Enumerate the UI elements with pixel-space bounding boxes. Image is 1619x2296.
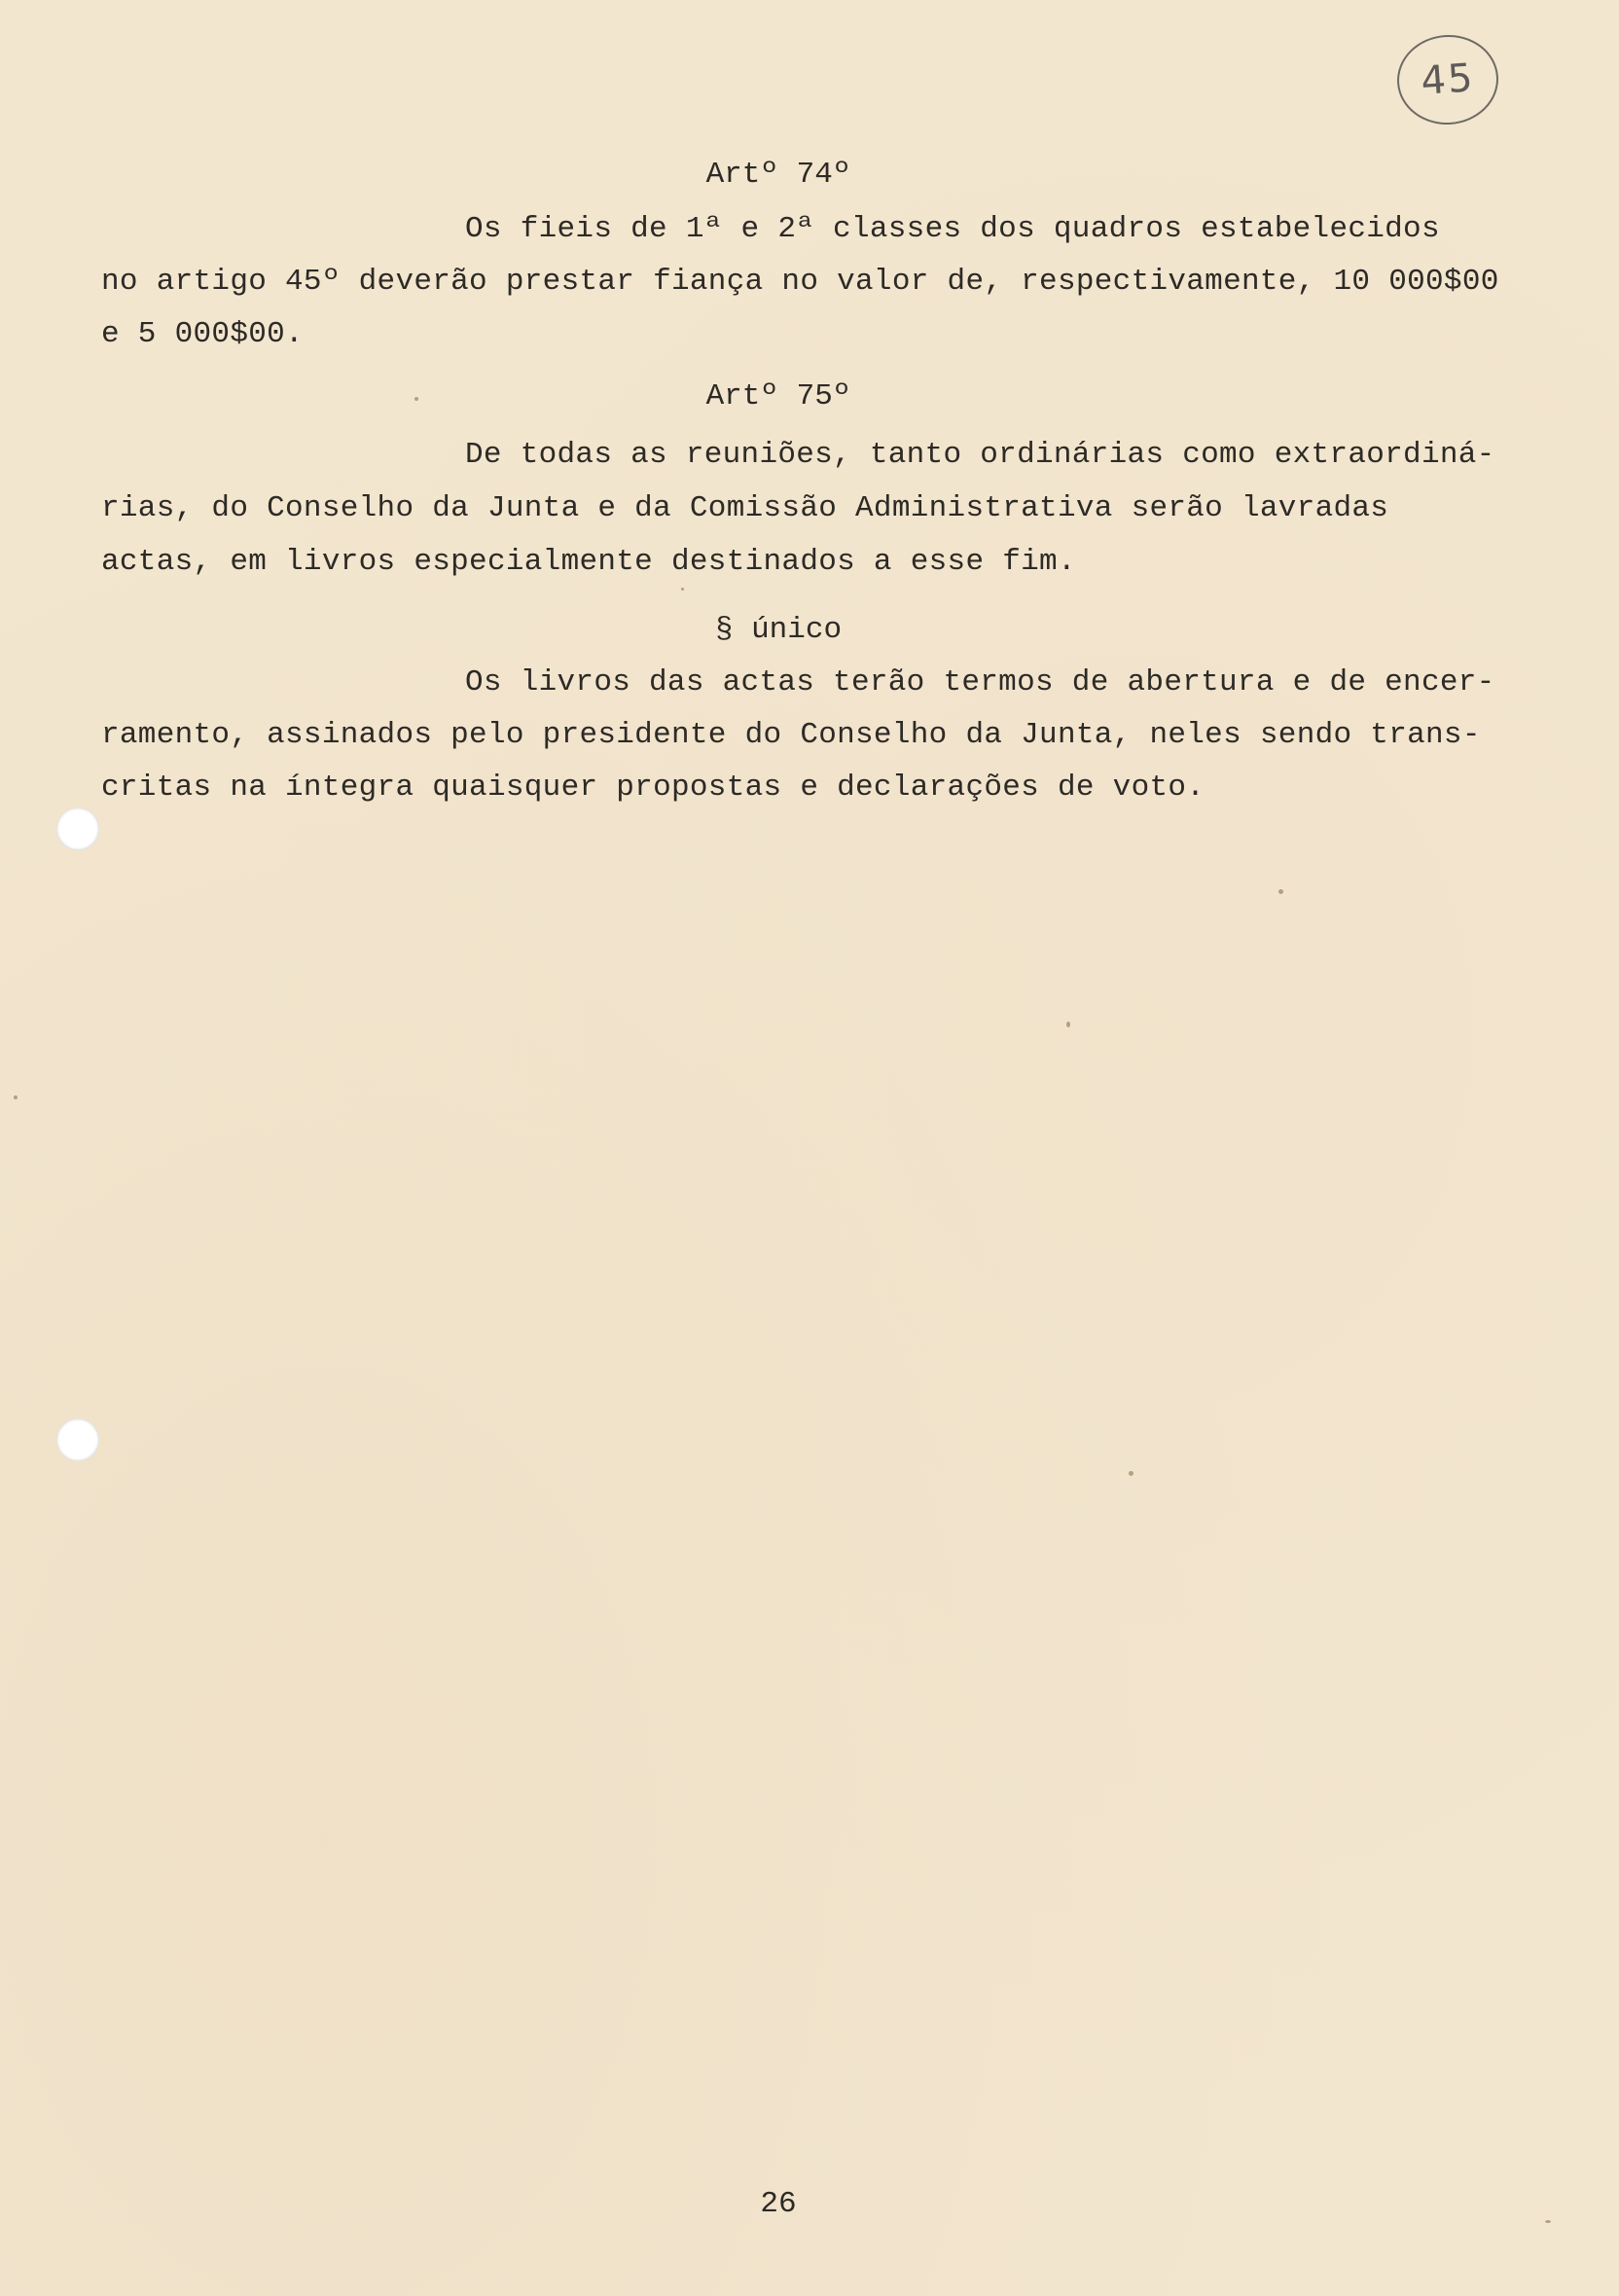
paper-speck [1129, 1471, 1133, 1476]
article-75-heading: Artº 75º [705, 379, 851, 413]
paper-speck [14, 1095, 18, 1099]
article-75-line-1: De todas as reuniões, tanto ordinárias como extraordiná- [465, 438, 1495, 472]
archive-number-stamp: 45 [1394, 31, 1501, 127]
paper-speck [1278, 889, 1283, 894]
punch-hole [56, 807, 99, 850]
punch-hole [56, 1418, 99, 1461]
article-74-heading: Artº 74º [705, 158, 851, 192]
article-75-line-3: actas, em livros especialmente destinados a esse fim. [101, 545, 1076, 579]
paper-speck [681, 588, 684, 591]
paper-speck [414, 397, 418, 401]
page-number: 26 [760, 2187, 797, 2221]
paragraph-unico-line-2: ramento, assinados pelo presidente do Conselho da Junta, neles sendo trans- [101, 718, 1481, 752]
paragraph-unico-heading: § único [714, 613, 843, 647]
paper-speck [1066, 1022, 1070, 1027]
article-74-line-1: Os fieis de 1ª e 2ª classes dos quadros estabelecidos [465, 212, 1440, 246]
article-75-line-2: rias, do Conselho da Junta e da Comissão Administrativa serão lavradas [101, 491, 1389, 525]
paper-speck [1545, 2220, 1551, 2223]
paragraph-unico-line-1: Os livros das actas terão termos de abertura e de encer- [465, 665, 1495, 700]
article-74-line-3: e 5 000$00. [101, 317, 304, 351]
article-74-line-2: no artigo 45º deverão prestar fiança no valor de, respectivamente, 10 000$00 [101, 265, 1499, 299]
paragraph-unico-line-3: critas na íntegra quaisquer propostas e declarações de voto. [101, 771, 1205, 805]
